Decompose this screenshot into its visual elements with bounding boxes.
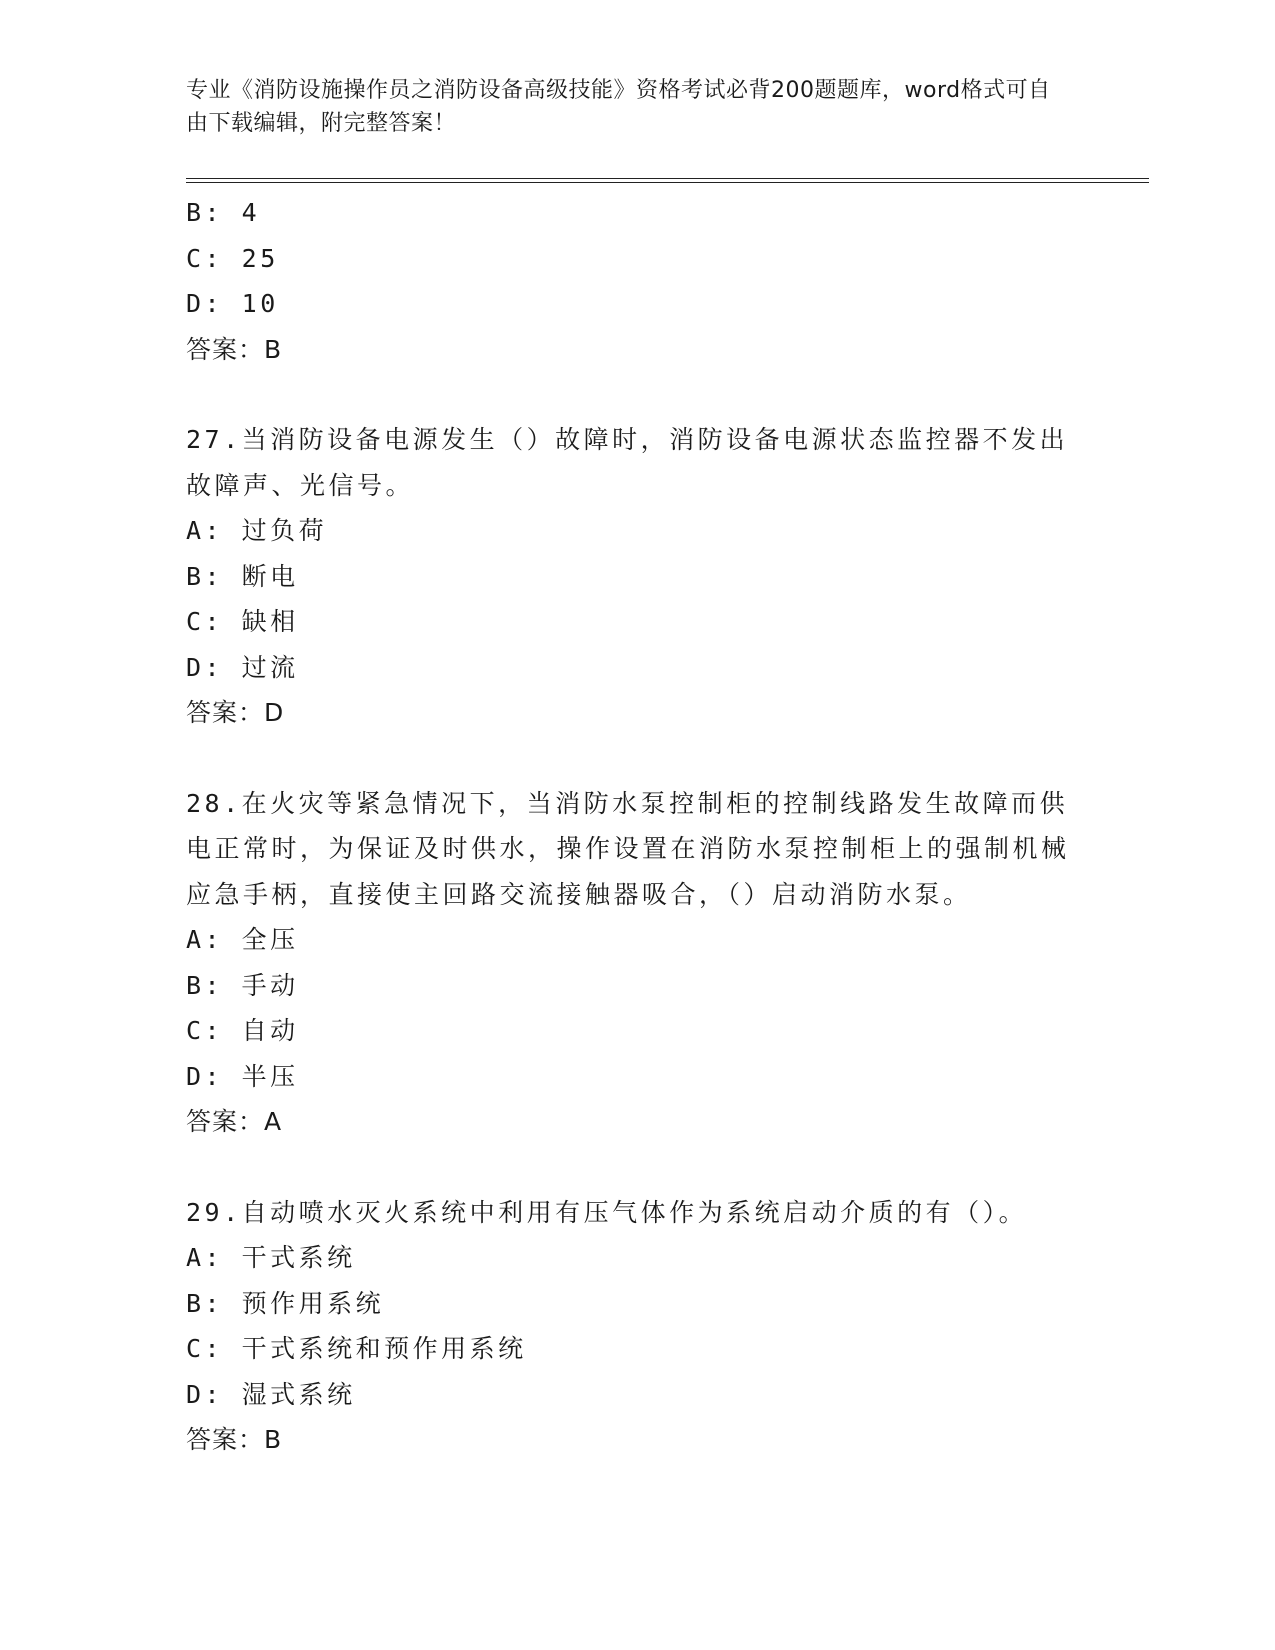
question-28 <box>186 781 1086 1145</box>
answer-label: 答案：B <box>186 1425 283 1454</box>
option-a: A: 干式系统 <box>186 1243 356 1272</box>
answer-label: 答案：A <box>186 1107 283 1136</box>
question-stem: 27.当消防设备电源发生（）故障时，消防设备电源状态监控器不发出故障声、光信号。 <box>186 425 1069 500</box>
option-c: C: 干式系统和预作用系统 <box>186 1334 527 1363</box>
option-a: A: 过负荷 <box>186 516 328 545</box>
option-a: A: 全压 <box>186 925 299 954</box>
spacer <box>186 372 1086 417</box>
spacer <box>186 1145 1086 1190</box>
option-c: C: 25 <box>186 243 279 273</box>
option-d: D: 半压 <box>186 1061 299 1091</box>
question-29 <box>186 1190 1086 1463</box>
answer-label: 答案：B <box>186 334 283 364</box>
option-d: D: 10 <box>186 289 279 318</box>
spacer <box>186 736 1086 781</box>
answer-label: 答案：D <box>186 698 285 727</box>
option-d: D: 湿式系统 <box>186 1379 356 1409</box>
option-c: C: 自动 <box>186 1016 299 1045</box>
question-list <box>186 190 1086 1463</box>
option-d: D: 过流 <box>186 652 299 682</box>
option-c: C: 缺相 <box>186 607 299 636</box>
option-b: B: 4 <box>186 198 261 227</box>
question-26-partial <box>186 190 1086 372</box>
option-b: B: 手动 <box>186 970 299 1000</box>
page-header-title: 专业《消防设施操作员之消防设备高级技能》资格考试必背200题题库，word格式可自由下载编辑，附完整答案！ <box>186 78 1051 136</box>
header-divider <box>186 178 1149 183</box>
question-stem: 28.在火灾等紧急情况下，当消防水泵控制柜的控制线路发生故障而供电正常时，为保证及时供水，操作设置在消防水泵控制柜上的强制机械应急手柄，直接使主回路交流接触器吸合，（）启动消防水泵。 <box>186 788 1070 909</box>
question-27 <box>186 417 1086 736</box>
option-b: B: 预作用系统 <box>186 1288 385 1318</box>
question-stem: 29.自动喷水灭火系统中利用有压气体作为系统启动介质的有（）。 <box>186 1197 1028 1227</box>
option-b: B: 断电 <box>186 561 299 591</box>
